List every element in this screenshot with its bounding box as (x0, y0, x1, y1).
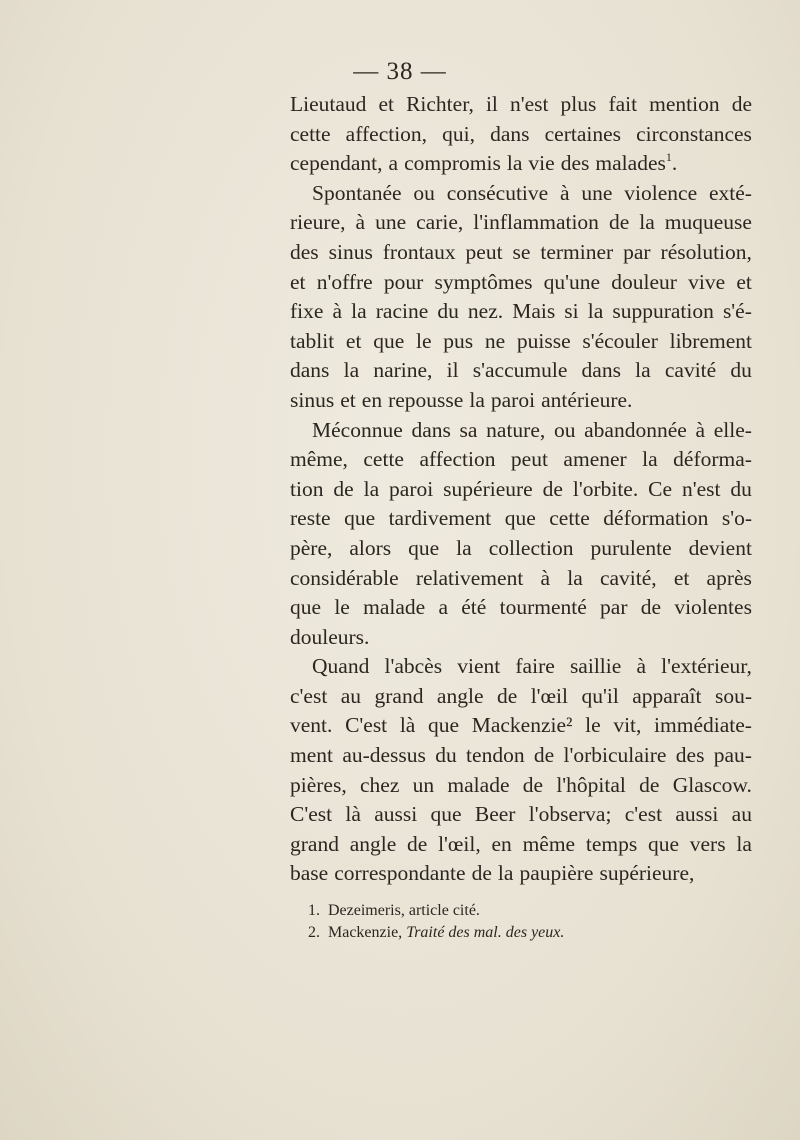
text-line: Quand l'abcès vient faire saillie à l'extérieur, (312, 654, 752, 679)
paragraph (290, 179, 752, 416)
text-line: fixe à la racine du nez. Mais si la suppuration s'é- (290, 299, 752, 324)
text-line: Lieutaud et Richter, il n'est plus fait mention de (290, 92, 752, 116)
text-line: reste que tardivement que cette déformation s'o- (290, 506, 752, 531)
text-line: tablit et que le pus ne puisse s'écouler librement (290, 328, 752, 353)
text-line: C'est là aussi que Beer l'observa; c'est aussi au (290, 802, 752, 827)
text-line: vent. C'est là que Mackenzie² le vit, immédiate- (290, 713, 752, 738)
text-line: considérable relativement à la cavité, et après (290, 565, 752, 590)
text-line: douleurs. (290, 624, 370, 649)
text-line: cette affection, qui, dans certaines circonstances (290, 121, 752, 146)
text-line: père, alors que la collection purulente devient (290, 535, 752, 560)
text-line: c'est au grand angle de l'œil qu'il apparaît sou- (290, 683, 752, 708)
text-line: cependant, a compromis la vie des malades$^1$. (290, 150, 678, 176)
paragraph (290, 90, 752, 179)
text-line: sinus et en repousse la paroi antérieure. (290, 387, 633, 412)
text-line: que le malade a été tourmenté par de violentes (290, 595, 752, 620)
text-line: même, cette affection peut amener la déforma- (290, 447, 752, 472)
page-number: — 38 — (353, 58, 447, 85)
text-line: tion de la paroi supérieure de l'orbite. Ce n'est du (290, 476, 752, 501)
footnotes (308, 900, 748, 944)
footnote: 1. Dezeimeris, article cité. (308, 902, 480, 919)
text-line: Méconnue dans sa nature, ou abandonnée à elle- (312, 417, 752, 442)
text-line: ment au-dessus du tendon de l'orbiculaire des pau- (290, 743, 752, 768)
text-line: des sinus frontaux peut se terminer par résolution, (290, 239, 752, 264)
text-line: Spontanée ou consécutive à une violence exté- (312, 180, 752, 205)
body-text (290, 90, 752, 889)
text-line: grand angle de l'œil, en même temps que vers la (290, 831, 752, 856)
text-line: rieure, à une carie, l'inflammation de la muqueuse (290, 210, 752, 235)
paragraph (290, 416, 752, 653)
footnote-marker: 1 (665, 150, 672, 165)
text-line: base correspondante de la paupière supérieure, (290, 861, 695, 886)
text-line: pières, chez un malade de l'hôpital de Glascow. (290, 772, 752, 797)
text-line: et n'offre pour symptômes qu'une douleur vive et (290, 269, 752, 294)
paragraph (290, 652, 752, 889)
text-line: dans la narine, il s'accumule dans la cavité du (290, 358, 752, 383)
footnote: 2. Mackenzie, Traité des mal. des yeux. (308, 924, 565, 941)
